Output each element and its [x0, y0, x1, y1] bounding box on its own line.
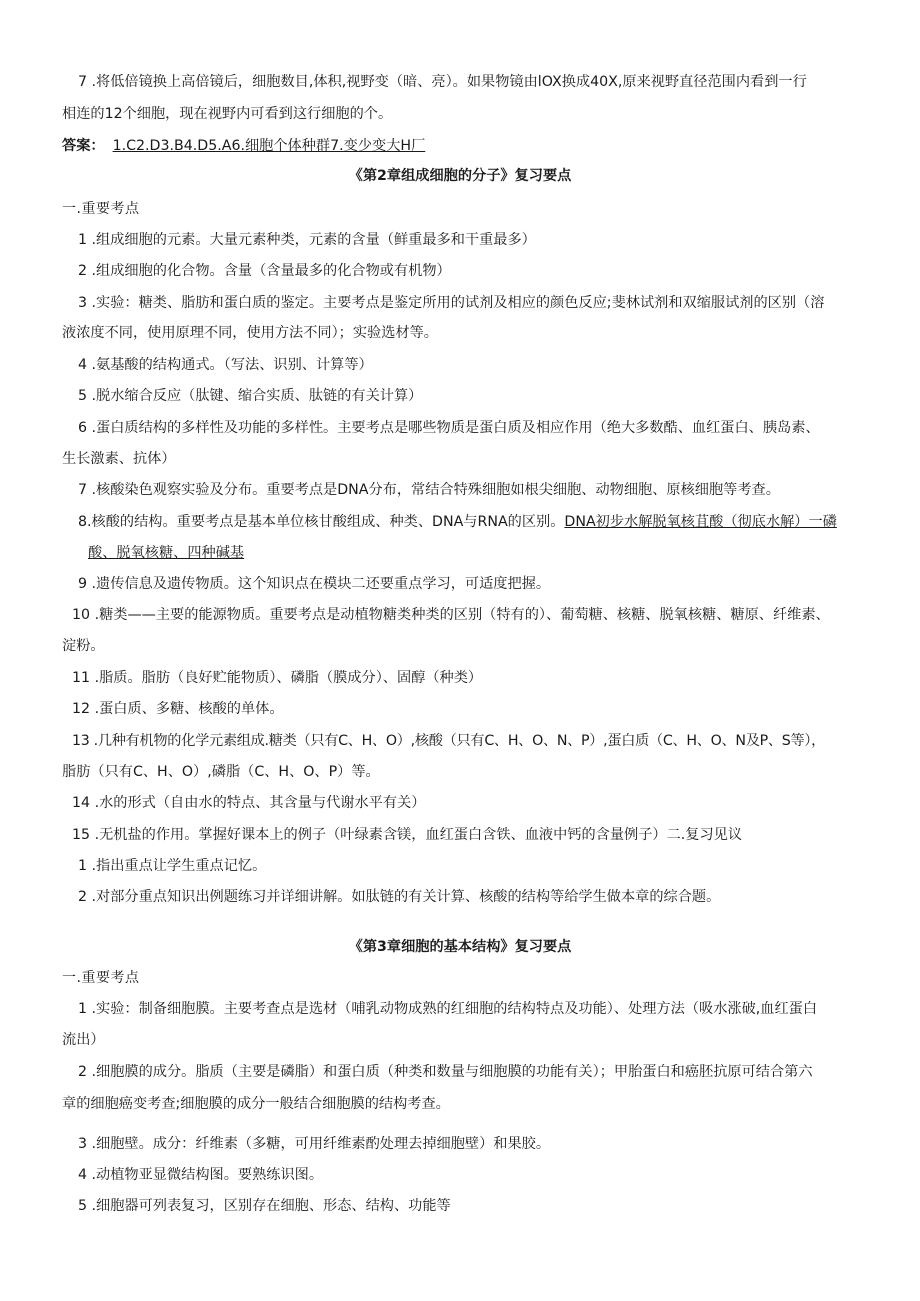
- ch3-item-1-line-1: 1 .实验：制备细胞膜。主要考查点是选材（哺乳动物成熟的红细胞的结构特点及功能）、处理方法（吸水涨破,血红蛋白: [78, 1001, 818, 1017]
- ch2-item-6-line-1: 6 .蛋白质结构的多样性及功能的多样性。主要考点是哪些物质是蛋白质及相应作用（绝大多数酷、血红蛋白、胰岛素、: [78, 420, 820, 436]
- ch3-item-2-line-2: 章的细胞癌变考查;细胞膜的成分一般结合细胞膜的结构考查。: [62, 1096, 450, 1112]
- answer-label: 答案：: [62, 138, 105, 154]
- ch2-item-5: 5 .脱水缩合反应（肽键、缩合实质、肽链的有关计算）: [78, 388, 423, 404]
- ch2-item-8-text: 8.核酸的结构。重要考点是基本单位核甘酸组成、种类、DNA与RNA的区别。: [78, 514, 565, 530]
- ch2-item-14: 14 .水的形式（自由水的特点、其含量与代谢水平有关）: [72, 795, 426, 811]
- ch2-item-10-line-1: 10 .糖类——主要的能源物质。重要考点是动植物糖类种类的区别（特有的）、葡萄糖、核糖、脱氧核糖、糖原、纤维素、: [72, 607, 830, 623]
- question-7-line-2: 相连的12个细胞，现在视野内可看到这行细胞的个。: [62, 106, 393, 122]
- ch2-item-6-line-2: 生长激素、抗体）: [62, 451, 176, 467]
- answer-text: 1.C2.D3.B4.D5.A6.细胞个体种群7.变少变大H厂: [112, 138, 426, 154]
- ch2-item-11: 11 .脂质。脂肪（良好贮能物质）、磷脂（膜成分）、固醇（种类）: [72, 670, 483, 686]
- ch3-item-2-line-1: 2 .细胞膜的成分。脂质（主要是磷脂）和蛋白质（种类和数量与细胞膜的功能有关）；甲胎蛋白和癌胚抗原可结合第六: [78, 1064, 813, 1080]
- ch3-item-1-line-2: 流出）: [62, 1032, 105, 1048]
- chapter-3-title: 《第3章细胞的基本结构》复习要点: [348, 939, 572, 955]
- ch2-item-12: 12 .蛋白质、多糖、核酸的单体。: [72, 701, 284, 717]
- chapter-2-title: 《第2章组成细胞的分子》复习要点: [348, 168, 572, 184]
- chapter-2-section-key-points: 一.重要考点: [62, 201, 140, 217]
- ch2-item-7: 7 .核酸染色观察实验及分布。重要考点是DNA分布，常结合特殊细胞如根尖细胞、动物细胞、原核细胞等考查。: [78, 482, 780, 498]
- ch3-item-3: 3 .细胞壁。成分：纤维素（多糖，可用纤维素酌处理去掉细胞壁）和果胶。: [78, 1136, 551, 1152]
- ch2-item-4: 4 .氨基酸的结构通式。（写法、识别、计算等）: [78, 357, 373, 373]
- ch2-item-3-line-1: 3 .实验：糖类、脂肪和蛋白质的鉴定。主要考点是鉴定所用的试剂及相应的颜色反应;斐林试剂和双缩服试剂的区别（溶: [78, 295, 825, 311]
- ch2-item-2: 2 .组成细胞的化合物。含量（含量最多的化合物或有机物）: [78, 263, 451, 279]
- ch3-item-5: 5 .细胞器可列表复习，区别存在细胞、形态、结构、功能等: [78, 1198, 451, 1214]
- answer-line: [0, 136, 920, 156]
- ch2-item-13-line-2: 脂肪（只有C、H、O）,磷脂（C、H、O、P）等。: [62, 764, 380, 780]
- question-7-line-1: 7 .将低倍镜换上高倍镜后，细胞数目,体积,视野变（暗、亮）。如果物镜由lOX换成40X,原来视野直径范围内看到一行: [78, 74, 807, 90]
- ch2-item-8-underlined-part-1: DNA初步水解脱氧核苴酸（彻底水解）一磷: [564, 514, 837, 530]
- ch2-suggestion-2: 2 .对部分重点知识出例题练习并详细讲解。如肽链的有关计算、核酸的结构等给学生做本章的综合题。: [78, 889, 721, 905]
- ch2-item-3-line-2: 液浓度不同，使用原理不同，使用方法不同）；实验选材等。: [62, 325, 438, 341]
- ch2-item-8-underlined-part-2: 酸、脱氧核糖、四种碱基: [88, 545, 245, 561]
- chapter-3-section-key-points: 一.重要考点: [62, 970, 140, 986]
- ch2-item-1: 1 .组成细胞的元素。大量元素种类，元素的含量（鲜重最多和干重最多）: [78, 232, 536, 248]
- ch2-suggestion-1: 1 .指出重点让学生重点记忆。: [78, 858, 267, 874]
- ch2-item-8-line-1: [0, 512, 920, 532]
- ch2-item-9: 9 .遗传信息及遗传物质。这个知识点在模块二还要重点学习，可适度把握。: [78, 576, 551, 592]
- ch2-item-15: 15 .无机盐的作用。掌握好课本上的例子（叶绿素含镁，血红蛋白含铁、血液中钙的含量例子）二.复习见议: [72, 827, 743, 843]
- ch2-item-8-line-2: [0, 543, 920, 563]
- ch3-item-4: 4 .动植物亚显微结构图。要熟练识图。: [78, 1167, 324, 1183]
- ch2-item-10-line-2: 淀粉。: [62, 638, 105, 654]
- ch2-item-13-line-1: 13 .几种有机物的化学元素组成.糖类（只有C、H、O）,核酸（只有C、H、O、N、P）,蛋白质（C、H、O、N及P、S等），: [72, 733, 826, 749]
